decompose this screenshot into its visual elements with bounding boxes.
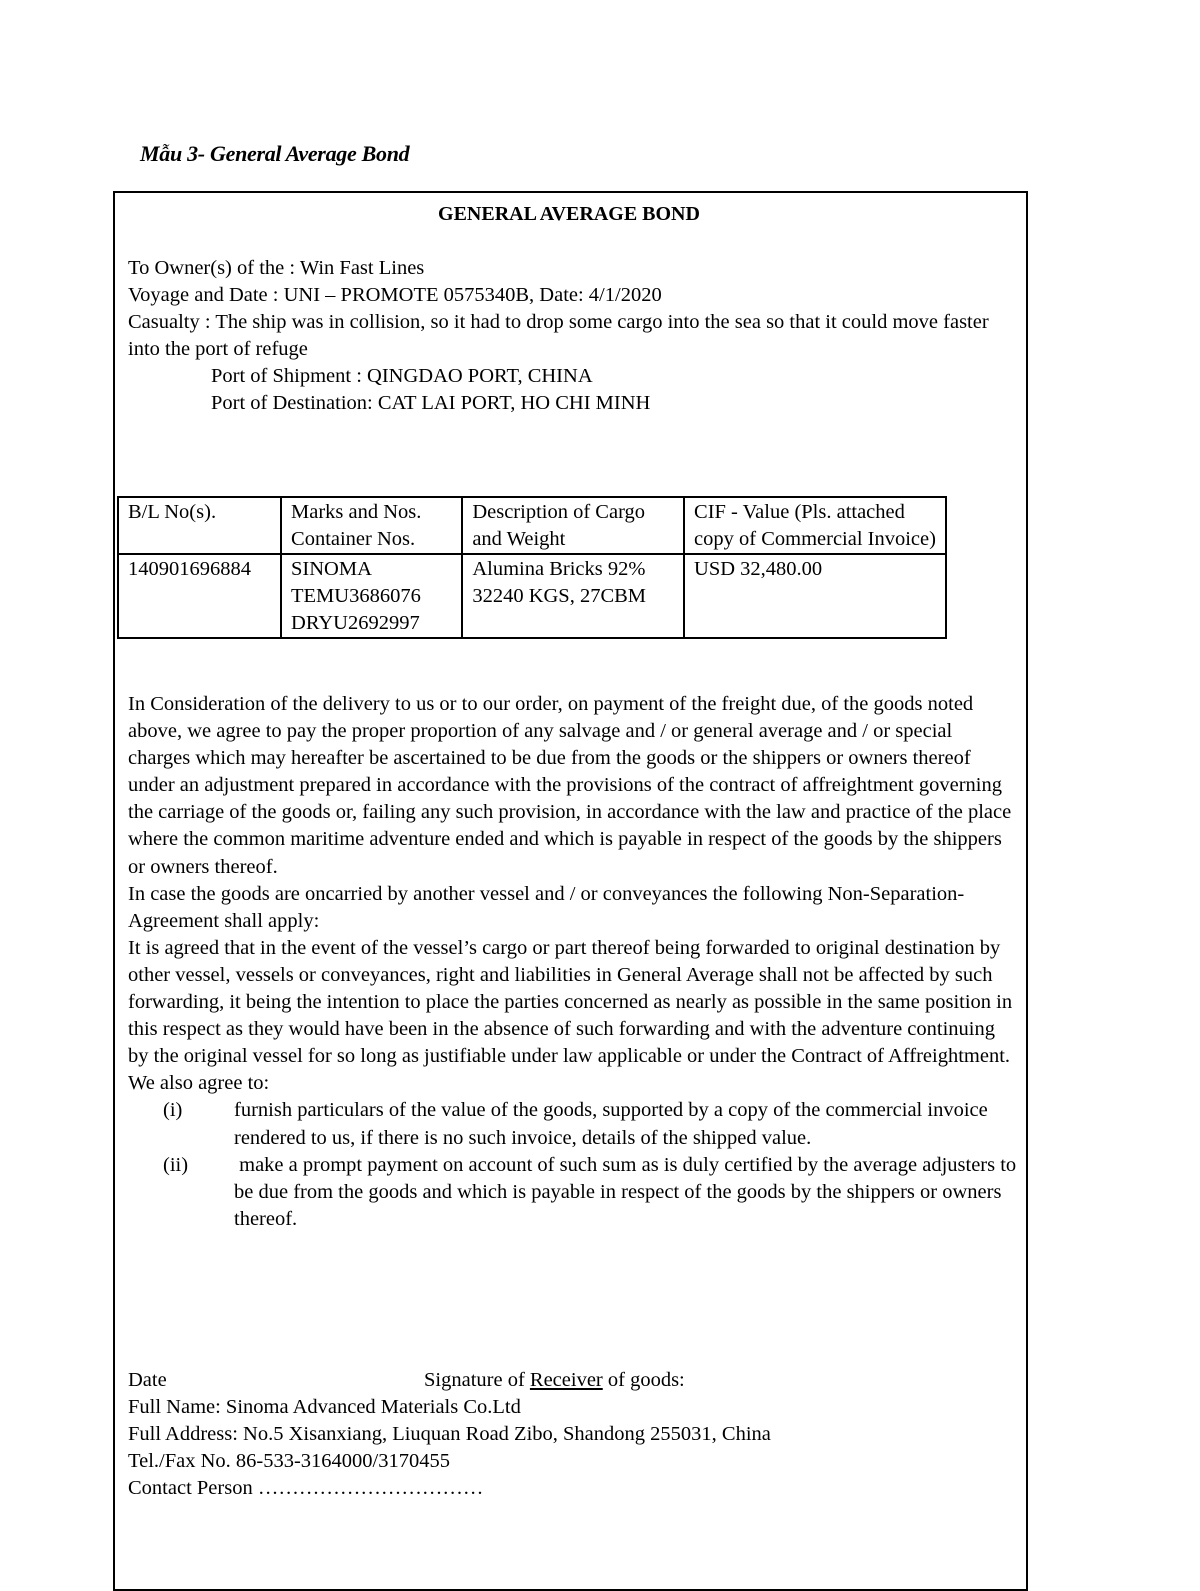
table-header-row xyxy=(118,497,946,554)
list-item-text: furnish particulars of the value of the goods, supported by a copy of the commercial invoice rendered to us, if there is no such invoice, details of the shipped value. xyxy=(234,1099,988,1149)
oncarriage-paragraph: In case the goods are oncarried by another vessel and / or conveyances the following Non-Separation-Agreement shall apply: xyxy=(128,882,965,932)
signature-suffix: of goods: xyxy=(602,1369,685,1391)
list-item-text: make a prompt payment on account of such sum as is duly certified by the average adjusters to be due from the goods and which is payable in respect of the goods by the shippers or owners thereof. xyxy=(234,1153,1022,1230)
list-marker: (i) xyxy=(163,1099,183,1122)
cargo-description: Alumina Bricks 92% xyxy=(472,558,646,580)
list-item xyxy=(128,1152,1022,1233)
cell-cif-value: USD 32,480.00 xyxy=(684,554,946,638)
agree-to-line: We also agree to: xyxy=(128,1072,270,1095)
port-of-shipment: Port of Shipment : QINGDAO PORT, CHINA xyxy=(211,365,593,388)
date-label: Date xyxy=(128,1369,167,1391)
bond-body xyxy=(128,691,1022,1233)
cell-marks xyxy=(281,554,462,638)
tel-fax: Tel./Fax No. 86-533-3164000/3170455 xyxy=(128,1450,450,1473)
document-heading: Mẫu 3- General Average Bond xyxy=(140,141,410,166)
header-bl-no: B/L No(s). xyxy=(118,497,281,554)
date-signature-row xyxy=(128,1367,1018,1394)
full-address: Full Address: No.5 Xisanxiang, Liuquan Road Zibo, Shandong 255031, China xyxy=(128,1423,771,1446)
header-description: Description of Cargo and Weight xyxy=(462,497,684,554)
receiver-word: Receiver xyxy=(529,1369,603,1391)
container-no-2: DRYU2692997 xyxy=(291,612,420,634)
cell-description xyxy=(462,554,684,638)
voyage-line: Voyage and Date : UNI – PROMOTE 0575340B, Date: 4/1/2020 xyxy=(128,284,662,307)
table-row xyxy=(118,554,946,638)
container-no-1: TEMU3686076 xyxy=(291,585,421,607)
marks-line: SINOMA xyxy=(291,558,372,580)
consideration-paragraph: In Consideration of the delivery to us or to our order, on payment of the freight due, of the goods noted above, we agree to pay the proper proportion of any salvage and / or general average and / or special charges which may hereafter be ascertained to be due from the goods or the shippers or owners thereof under an adjustment prepared in accordance with the provisions of the contract of affreightment governing the carriage of the goods or, failing any such provision, in accordance with the law and practice of the place where the common maritime adventure ended and which is payable in respect of the goods by the shippers or owners thereof. xyxy=(128,693,1012,878)
bond-title: GENERAL AVERAGE BOND xyxy=(438,203,700,225)
signature-block xyxy=(128,1367,1018,1502)
list-marker: (ii) xyxy=(163,1153,189,1176)
bond-header xyxy=(128,200,1018,418)
signature-label xyxy=(424,1367,685,1394)
header-marks: Marks and Nos. Container Nos. xyxy=(281,497,462,554)
header-cif-value: CIF - Value (Pls. attached copy of Commercial Invoice) xyxy=(684,497,946,554)
port-of-destination: Port of Destination: CAT LAI PORT, HO CHI MINH xyxy=(211,392,651,415)
cargo-table xyxy=(117,496,947,639)
signature-prefix: Signature of xyxy=(424,1369,530,1391)
cell-bl-no: 140901696884 xyxy=(118,554,281,638)
casualty-line: Casualty : The ship was in collision, so it had to drop some cargo into the sea so that it could move faster into the port of refuge xyxy=(128,311,989,361)
contact-person: Contact Person …………………………… xyxy=(128,1477,484,1500)
list-item xyxy=(128,1097,1018,1151)
full-name: Full Name: Sinoma Advanced Materials Co.Ltd xyxy=(128,1396,521,1418)
non-separation-paragraph: It is agreed that in the event of the vessel’s cargo or part thereof being forwarded to original destination by other vessel, vessels or conveyances, right and liabilities in General Average shall not be affected by such forwarding, it being the intention to place the parties concerned as nearly as possible in the same position in this respect as they would have been in the absence of such forwarding and with the adventure continuing by the original vessel for so long as justifiable under law applicable or under the Contract of Affreightment. xyxy=(128,936,1013,1068)
owner-line: To Owner(s) of the : Win Fast Lines xyxy=(128,257,425,279)
cargo-weight: 32240 KGS, 27CBM xyxy=(472,585,647,607)
